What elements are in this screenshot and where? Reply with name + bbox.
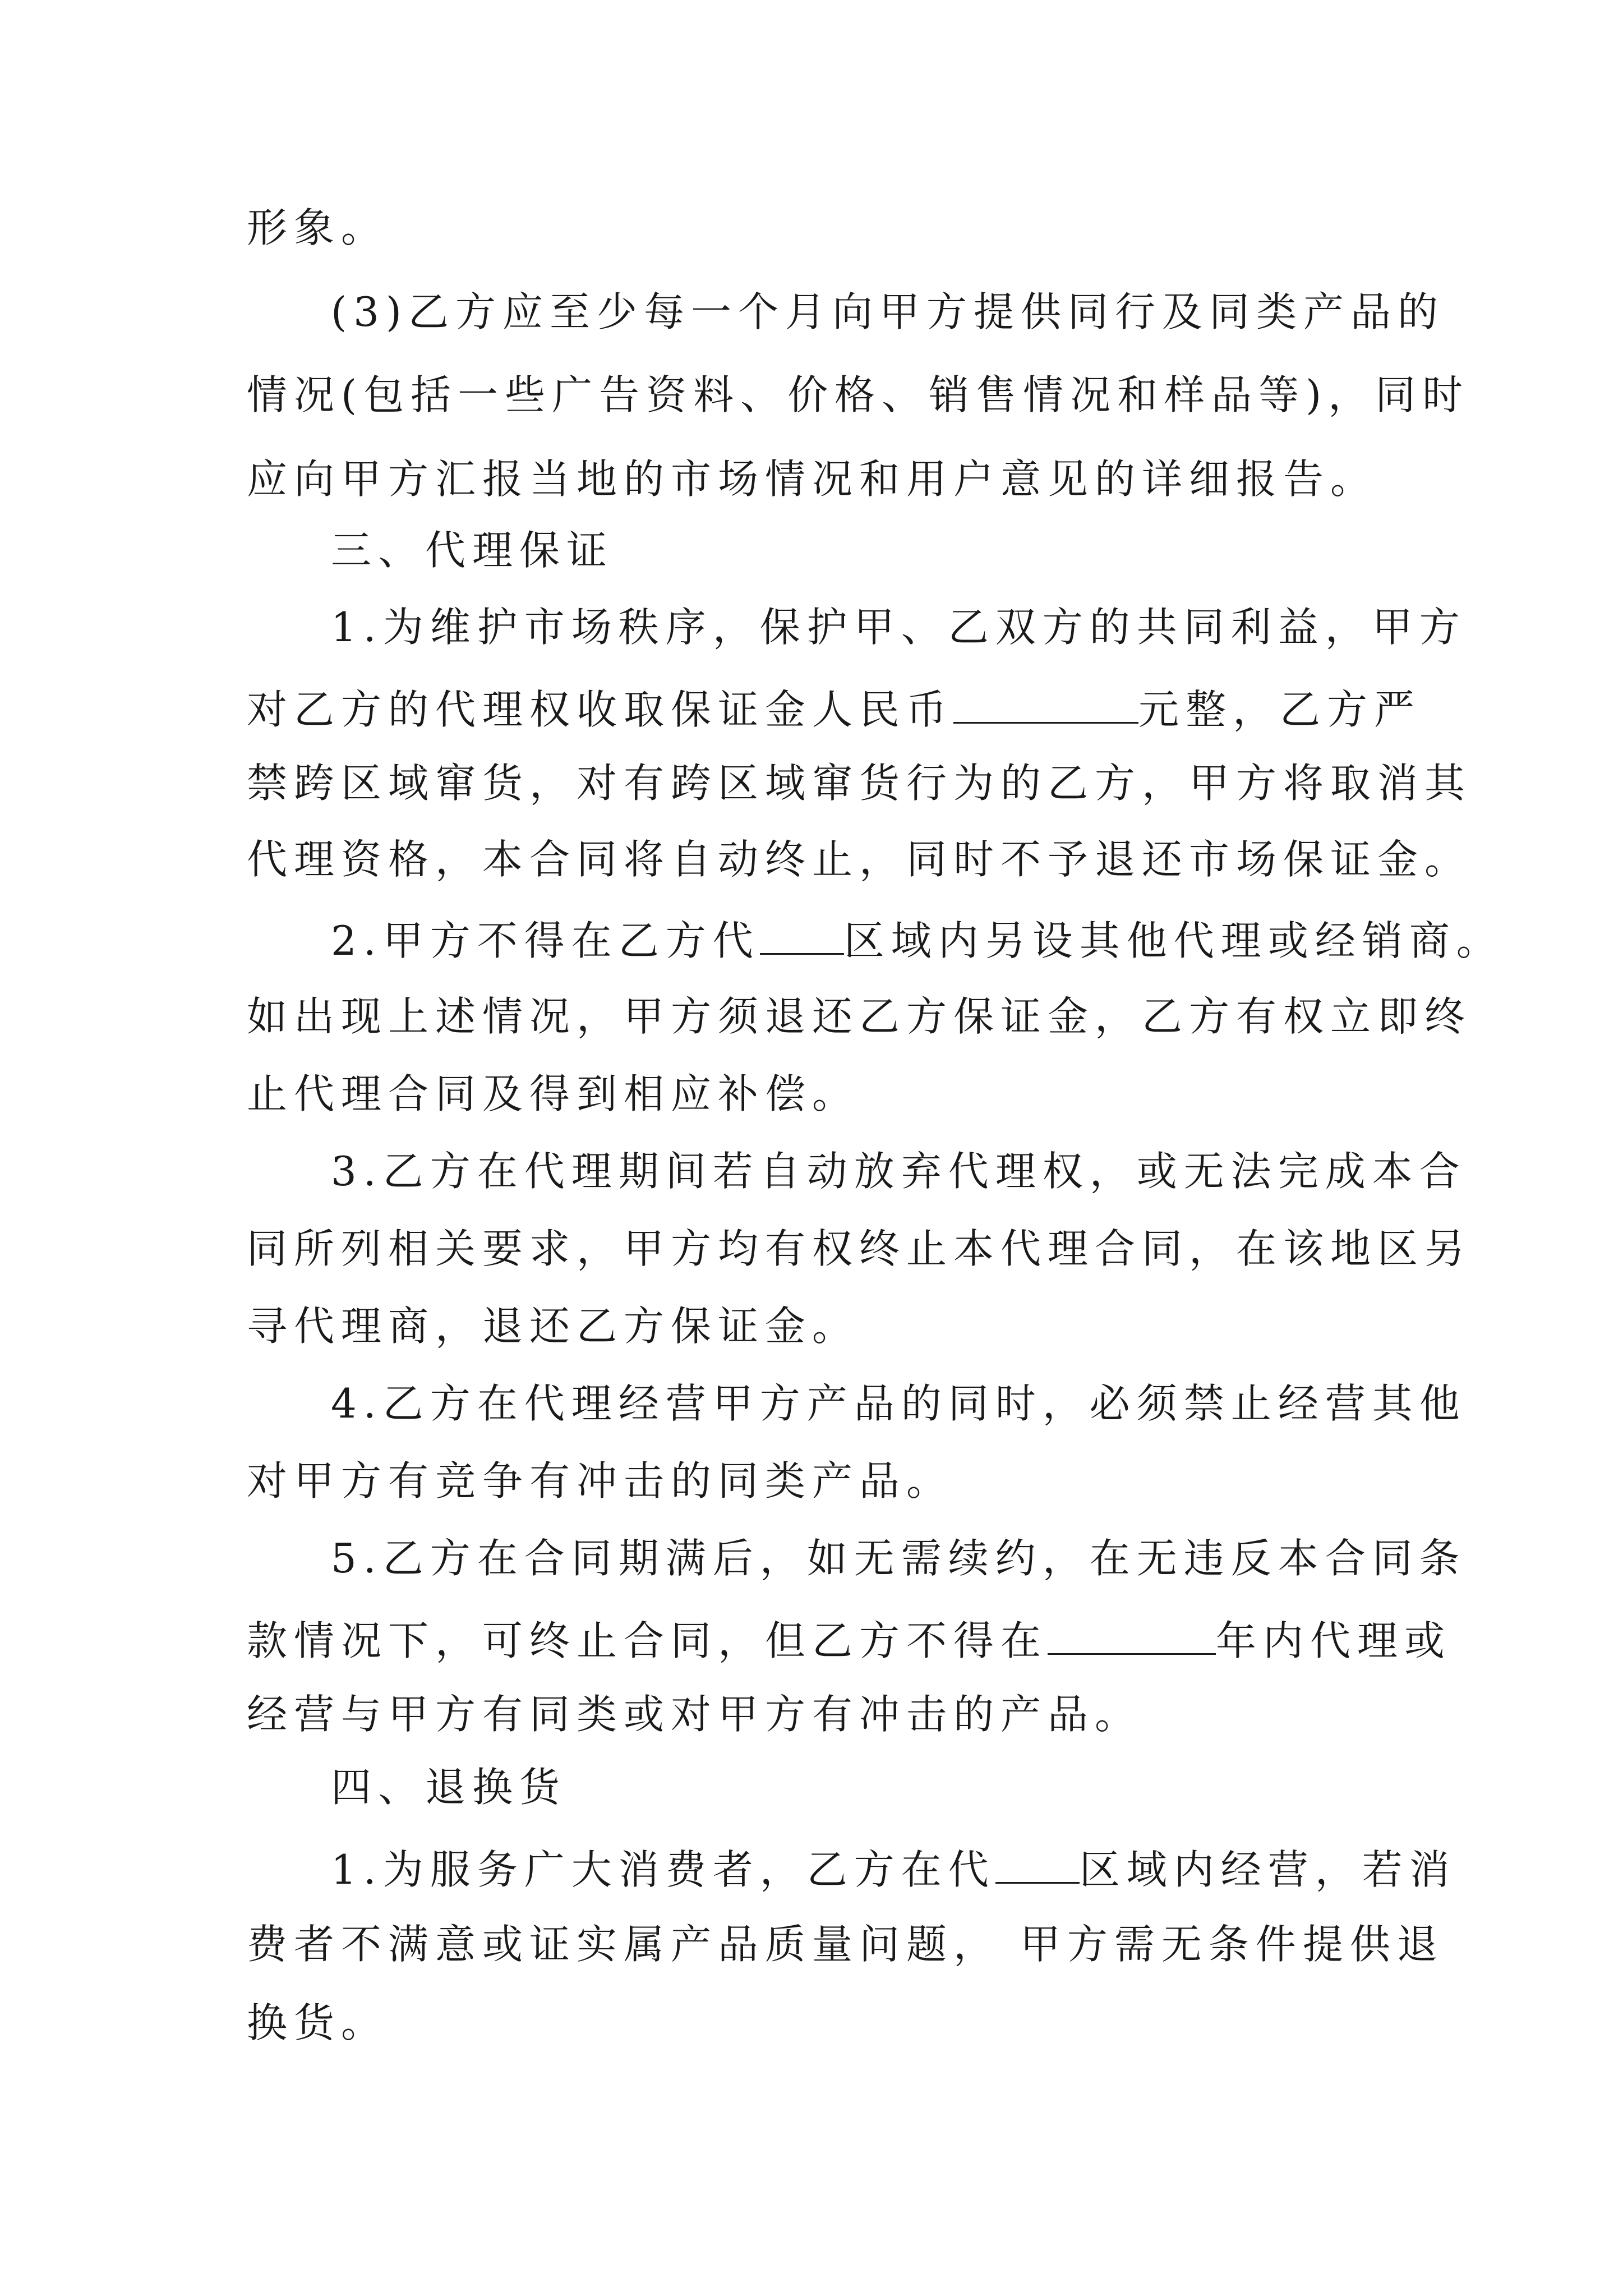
line-text: 对甲方有竞争有冲击的同类产品。 bbox=[247, 1457, 954, 1504]
line-text: (3)乙方应至少每一个月向甲方提供同行及同类产品的 bbox=[331, 288, 1445, 335]
text-line bbox=[247, 760, 1472, 807]
heading-text: 四、退换货 bbox=[331, 1764, 567, 1811]
text-line bbox=[331, 1380, 1467, 1427]
text-line bbox=[331, 1535, 1467, 1582]
line-text: 款情况下，可终止合同，但乙方不得在 bbox=[247, 1617, 1048, 1664]
line-text: 止代理合同及得到相应补偿。 bbox=[247, 1070, 860, 1117]
text-line bbox=[247, 685, 1422, 733]
text-line bbox=[247, 1070, 860, 1117]
fill-in-blank bbox=[760, 917, 844, 955]
text-line bbox=[247, 1617, 1452, 1664]
line-text: 情况(包括一些广告资料、价格、销售情况和样品等)，同时 bbox=[247, 371, 1470, 418]
text-line bbox=[331, 917, 1504, 964]
line-text: 应向甲方汇报当地的市场情况和用户意见的详细报告。 bbox=[247, 455, 1378, 503]
line-text: 1.为维护市场秩序，保护甲、乙双方的共同利益，甲方 bbox=[331, 604, 1467, 651]
line-text: 同所列相关要求，甲方均有权终止本代理合同，在该地区另 bbox=[247, 1225, 1472, 1272]
line-text: 元整，乙方严 bbox=[1138, 685, 1422, 733]
line-text: 寻代理商，退还乙方保证金。 bbox=[247, 1303, 860, 1350]
line-text: 1.为服务广大消费者，乙方在代 bbox=[331, 1846, 995, 1893]
line-text: 3.乙方在代理期间若自动放弃代理权，或无法完成本合 bbox=[331, 1148, 1467, 1195]
line-text: 4.乙方在代理经营甲方产品的同时，必须禁止经营其他 bbox=[331, 1380, 1467, 1427]
text-line bbox=[247, 1225, 1472, 1272]
fill-in-blank bbox=[953, 685, 1138, 724]
fill-in-blank bbox=[995, 1846, 1080, 1884]
line-text: 形象。 bbox=[247, 204, 389, 251]
text-line bbox=[247, 1921, 1444, 1968]
line-text: 区域内经营，若消 bbox=[1079, 1846, 1456, 1893]
text-line bbox=[247, 1691, 1142, 1738]
text-line bbox=[331, 604, 1467, 651]
text-line bbox=[247, 993, 1472, 1040]
line-text: 2.甲方不得在乙方代 bbox=[331, 917, 760, 964]
heading-text: 三、代理保证 bbox=[331, 527, 614, 574]
text-line bbox=[247, 1457, 954, 1504]
line-text: 费者不满意或证实属产品质量问题， 甲方需无条件提供退 bbox=[247, 1921, 1444, 1968]
text-line bbox=[247, 455, 1378, 503]
line-text: 经营与甲方有同类或对甲方有冲击的产品。 bbox=[247, 1691, 1142, 1738]
line-text: 代理资格，本合同将自动终止，同时不予退还市场保证金。 bbox=[247, 836, 1472, 883]
text-line bbox=[331, 1846, 1456, 1893]
section-heading bbox=[331, 527, 614, 574]
line-text: 年内代理或 bbox=[1216, 1617, 1452, 1664]
fill-in-blank bbox=[1048, 1617, 1216, 1655]
line-text: 5.乙方在合同期满后，如无需续约，在无违反本合同条 bbox=[331, 1535, 1467, 1582]
text-line bbox=[247, 836, 1472, 883]
text-line bbox=[247, 1303, 860, 1350]
line-text: 如出现上述情况，甲方须退还乙方保证金，乙方有权立即终 bbox=[247, 993, 1472, 1040]
text-line bbox=[247, 371, 1470, 418]
text-line bbox=[331, 288, 1445, 335]
text-line bbox=[247, 204, 389, 251]
line-text: 禁跨区域窜货，对有跨区域窜货行为的乙方，甲方将取消其 bbox=[247, 760, 1472, 807]
text-line bbox=[331, 1148, 1467, 1195]
line-text: 对乙方的代理权收取保证金人民币 bbox=[247, 685, 954, 733]
text-line bbox=[247, 1999, 389, 2046]
section-heading bbox=[331, 1764, 567, 1811]
line-text: 换货。 bbox=[247, 1999, 389, 2046]
line-text: 区域内另设其他代理或经销商。 bbox=[843, 917, 1504, 964]
